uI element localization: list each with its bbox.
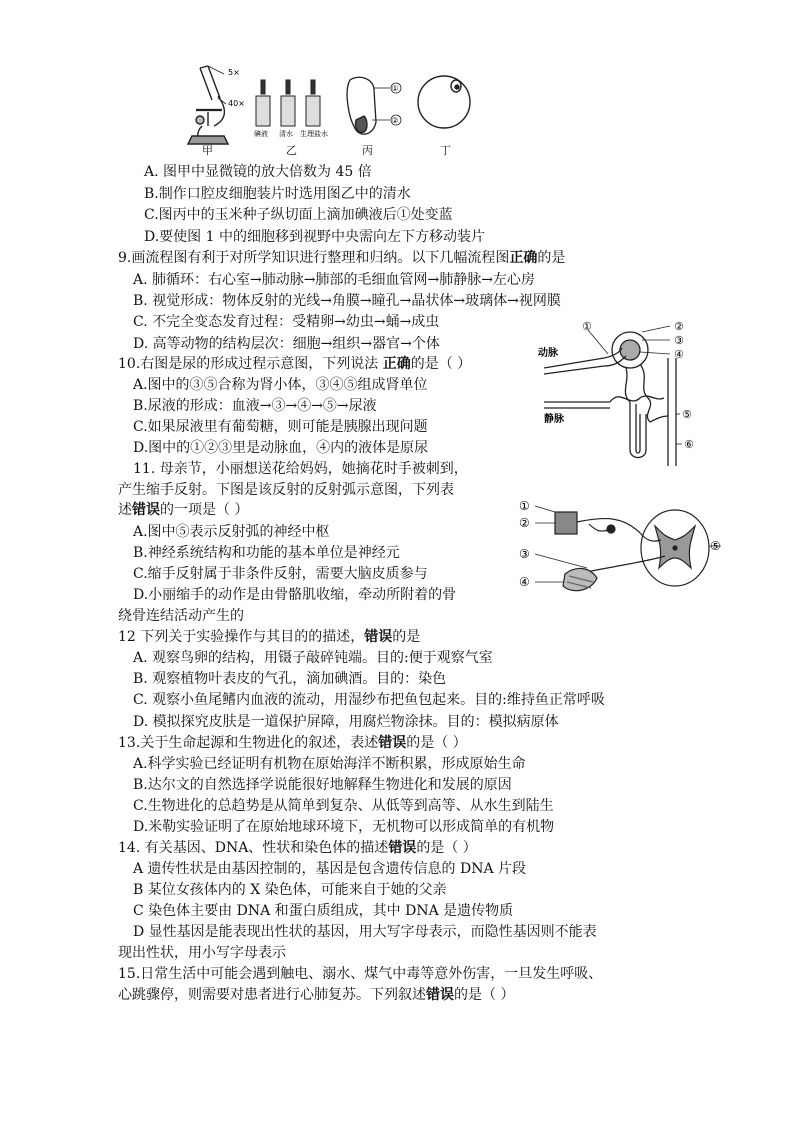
emphasis-text: 正确 [509,250,538,266]
text-line [133,690,605,710]
caption-bing: 丙 [362,144,373,157]
caption-ding: 丁 [440,144,451,157]
text-line [133,334,440,354]
dropper-label-water: 清水 [279,130,293,138]
line-text: B. 观察植物叶表皮的气孔，滴加碘酒。目的：染色 [133,671,447,687]
figure-nephron [530,318,700,468]
text-line [133,312,439,332]
line-text: 11. 母亲节，小丽想送花给妈妈，她摘花时手被刺到， [133,461,468,477]
text-line [133,775,512,795]
line-text: B. 视觉形成：物体反射的光线→角膜→瞳孔→晶状体→玻璃体→视网膜 [133,293,561,309]
line-text: A 遗传性状是由基因控制的，基因是包含遗传信息的 DNA 片段 [133,861,527,877]
text-line [144,162,372,182]
line-text: 产生缩手反射。下图是该反射的反射弧示意图，下列表 [118,482,454,498]
line-text: D. 高等动物的结构层次：细胞→组织→器官→个体 [133,336,440,352]
text-line [118,838,477,858]
text-line [118,627,420,647]
line-text: 的一项是（ ） [160,502,249,518]
text-line [144,184,411,204]
text-line [133,712,559,732]
text-line [133,817,554,837]
emphasis-text: 错误 [426,987,454,1003]
text-line [118,985,514,1005]
line-text: 的是（ ） [410,356,472,372]
line-text: D.小丽缩手的动作是由骨骼肌收缩，牵动所附着的骨 [133,587,457,603]
dropper-label-iodine: 碘液 [254,130,268,138]
nephron-label-2: ② [674,320,684,333]
mag-40x-label: 40× [228,99,245,108]
cell-icon [418,76,470,128]
corn-seed-section-icon [347,77,376,134]
line-text: 心跳骤停，则需要对患者进行心肺复苏。下列叙述 [118,987,426,1003]
line-text: 的是（ ） [416,840,477,856]
line-text: C.如果尿液里有葡萄糖，则可能是胰腺出现问题 [133,419,428,435]
nephron-label-5: ⑤ [682,408,692,421]
line-text: 的是 [392,629,421,645]
text-line [118,248,565,268]
reflex-label-5: ⑤ [710,539,721,553]
nephron-label-1: ① [582,320,592,333]
text-line [144,205,453,225]
text-line [133,438,428,458]
mag-5x-label: 5× [228,68,240,77]
text-line [118,943,286,963]
emphasis-text: 错误 [388,840,417,856]
nephron-label-4: ④ [674,348,684,361]
line-text: C.缩手反射属于非条件反射，需要大脑皮质参与 [133,566,428,582]
text-line [133,754,526,774]
text-line [133,375,428,395]
line-text: B.制作口腔皮细胞装片时选用图乙中的清水 [144,186,411,202]
emphasis-text: 错误 [378,735,407,751]
line-text: D. 模拟探究皮肤是一道保护屏障，用腐烂物涂抹。目的：模拟病原体 [133,714,559,730]
line-text: B 某位女孩体内的 X 染色体，可能来自于她的父亲 [133,882,447,898]
text-line [144,227,485,247]
line-text: A. 观察鸟卵的结构，用镊子敲碎钝端。目的:便于观察气室 [133,650,493,666]
line-text: B.尿液的形成：血液→③→④→⑤→尿液 [133,398,377,414]
line-text: C. 观察小鱼尾鳍内血液的流动，用湿纱布把鱼包起来。目的:维持鱼正常呼吸 [133,692,605,708]
line-text: 15.日常生活中可能会遇到触电、溺水、煤气中毒等意外伤害，一旦发生呼吸、 [118,966,603,982]
figure-reflex-arc [515,496,725,608]
text-line [118,500,248,520]
text-line [118,964,602,984]
line-text: 绕骨连结活动产生的 [118,608,244,624]
line-text: 的是（ ） [454,987,515,1003]
text-line [118,354,471,374]
line-text: 14. 有关基因、DNA、性状和染色体的描述 [118,840,389,856]
line-text: C 染色体主要由 DNA 和蛋白质组成，其中 DNA 是遗传物质 [133,903,514,919]
line-text: D.图中的①②③里是动脉血，④内的液体是原尿 [133,440,429,456]
text-line [133,880,447,900]
reflex-label-3: ③ [519,547,530,561]
line-text: 的是（ ） [406,735,467,751]
seed-label-2: ② [391,116,399,125]
text-line [118,733,467,753]
line-text: A.科学实验已经证明有机物在原始海洋不断积累，形成原始生命 [133,756,526,772]
line-text: B.神经系统结构和功能的基本单位是神经元 [133,545,400,561]
text-line [133,796,554,816]
dropper-bottles-icon [256,80,320,126]
dropper-label-saline: 生理盐水 [300,130,328,138]
nephron-label-6: ⑥ [684,438,694,451]
line-text: A. 图甲中显微镜的放大倍数为 45 倍 [144,164,372,180]
line-text: D.要使图 1 中的细胞移到视野中央需向左下方移动装片 [144,229,485,245]
line-text: 13.关于生命起源和生物进化的叙述，表述 [118,735,379,751]
line-text: 述 [118,502,132,518]
line-text: D.米勒实验证明了在原始地球环境下，无机物可以形成简单的有机物 [133,819,555,835]
line-text: 现出性状，用小写字母表示 [118,945,286,961]
caption-yi: 乙 [286,144,297,157]
text-line [133,669,446,689]
vein-label: 静脉 [544,414,564,425]
emphasis-text: 正确 [382,356,411,372]
text-line [133,459,468,479]
text-line [133,648,493,668]
text-line [133,522,330,542]
line-text: A.图中⑤表示反射弧的神经中枢 [133,524,330,540]
text-line [133,291,561,311]
microscope-icon [188,66,228,144]
text-line [133,417,428,437]
text-line [133,270,535,290]
seed-label-1: ① [391,84,399,93]
line-text: 10.右图是尿的形成过程示意图，下列说法 [118,356,383,372]
reflex-label-4: ④ [519,575,530,589]
line-text: A. 肺循环：右心室→肺动脉→肺部的毛细血管网→肺静脉→左心房 [133,272,535,288]
emphasis-text: 错误 [132,502,160,518]
text-line [133,901,513,921]
line-text: C.图丙中的玉米种子纵切面上滴加碘液后①处变蓝 [144,207,453,223]
text-line [133,585,456,605]
text-line [133,396,377,416]
nephron-label-3: ③ [674,334,684,347]
line-text: 12 下列关于实验操作与其目的的描述， [118,629,365,645]
text-line [118,480,454,500]
text-line [133,859,526,879]
text-line [118,606,244,626]
text-line [133,564,428,584]
reflex-label-2: ② [519,516,530,530]
text-line [133,922,597,942]
line-text: 9.画流程图有利于对所学知识进行整理和归纳。以下几幅流程图 [118,250,510,266]
line-text: C.生物进化的总趋势是从简单到复杂、从低等到高等、从水生到陆生 [133,798,554,814]
text-line [133,543,400,563]
line-text: 的是 [537,250,566,266]
line-text: D 显性基因是能表现出性状的基因，用大写字母表示，而隐性基因则不能表 [133,924,597,940]
caption-jia: 甲 [202,144,213,157]
emphasis-text: 错误 [364,629,393,645]
reflex-label-1: ① [519,499,530,513]
artery-label: 动脉 [538,348,558,359]
line-text: A.图中的③⑤合称为肾小体，③④⑤组成肾单位 [133,377,428,393]
line-text: C. 不完全变态发育过程：受精卵→幼虫→蛹→成虫 [133,314,440,330]
line-text: B.达尔文的自然选择学说能很好地解释生物进化和发展的原因 [133,777,512,793]
figure-microscope-dropper-seed-cell [178,60,478,160]
